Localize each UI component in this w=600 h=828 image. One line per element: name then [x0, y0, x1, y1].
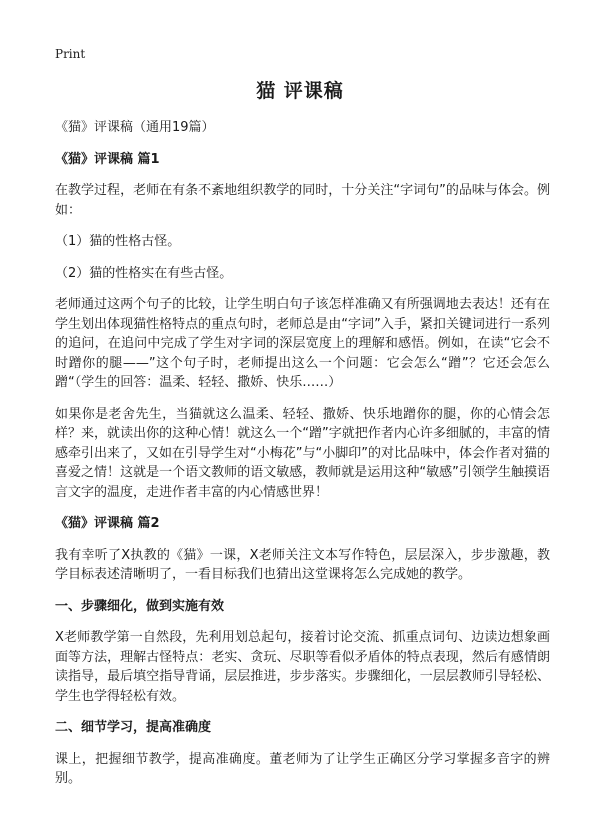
section-2-paragraph-1: 我有幸听了X执教的《猫》一课，X老师关注文本写作特色，层层深入，步步激趣，教学目标表述清晰明了，一看目标我们也猜出这堂课将怎么完成她的教学。	[55, 547, 550, 582]
page-title: 猫 评课稿	[256, 80, 344, 102]
section-1-item-2: （2）猫的性格实在有些古怪。	[55, 265, 233, 281]
section-1-paragraph-2: 老师通过这两个句子的比较，让学生明白句子该怎样准确又有所强调地去表达！还有在学生划出体现猫性格特点的重点句时，老师总是由“字词”入手，紧扣关键词进行一系列的追问，在追问中完成了学生对字词的深层宽度上的理解和感悟。例如，在读“它会不时蹭你的腿——”这个句子时，老师提出这么一个问题：它会怎么“蹭”？它还会怎么蹭“（学生的回答：温柔、轻轻、撒娇、快乐……）	[55, 297, 550, 390]
section-1-item-1: （1）猫的性格古怪。	[55, 234, 181, 249]
section-1-heading: 《猫》评课稿 篇1	[55, 151, 160, 167]
subsection-1-paragraph: X老师教学第一自然段，先利用划总起句，接着讨论交流、抓重点词句、边读边想象画面等方法，理解古怪特点：老实、贪玩、尽职等看似矛盾体的特点表现，然后有感情朗读指导，最后填空指导背诵，层层推进，步步落实。步骤细化，一层层教师引导轻松、学生也学得轻松有效。	[55, 630, 550, 704]
section-2-heading: 《猫》评课稿 篇2	[55, 516, 160, 531]
document-subtitle: 《猫》评课稿（通用19篇）	[55, 120, 215, 135]
print-label[interactable]: Print	[55, 47, 86, 61]
subsection-2-paragraph: 课上，把握细节教学，提高准确度。董老师为了让学生正确区分学习掌握多音字的辨别。	[55, 751, 550, 786]
subsection-2-heading: 二、细节学习，提高准确度	[55, 720, 212, 735]
section-1-paragraph-3: 如果你是老舍先生，当猫就这么温柔、轻轻、撒娇、快乐地蹭你的腿，你的心情会怎样？来，就读出你的这种心情！就这么一个“蹭”字就把作者内心许多细腻的，丰富的情感牵引出来了，又如在引导学生对“小梅花”与“小脚印”的对比品味中，体会作者对猫的喜爱之情！这就是一个语文教师的语文敏感，教师就是运用这种“敏感”引领学生触摸语言文字的温度，走进作者丰富的内心情感世界！	[55, 406, 550, 500]
section-1-paragraph-1: 在教学过程，老师在有条不紊地组织教学的同时，十分关注“字词句”的品味与体会。例如：	[55, 183, 550, 218]
subsection-1-heading: 一、步骤细化，做到实施有效	[55, 598, 225, 614]
document-body	[55, 118, 550, 801]
